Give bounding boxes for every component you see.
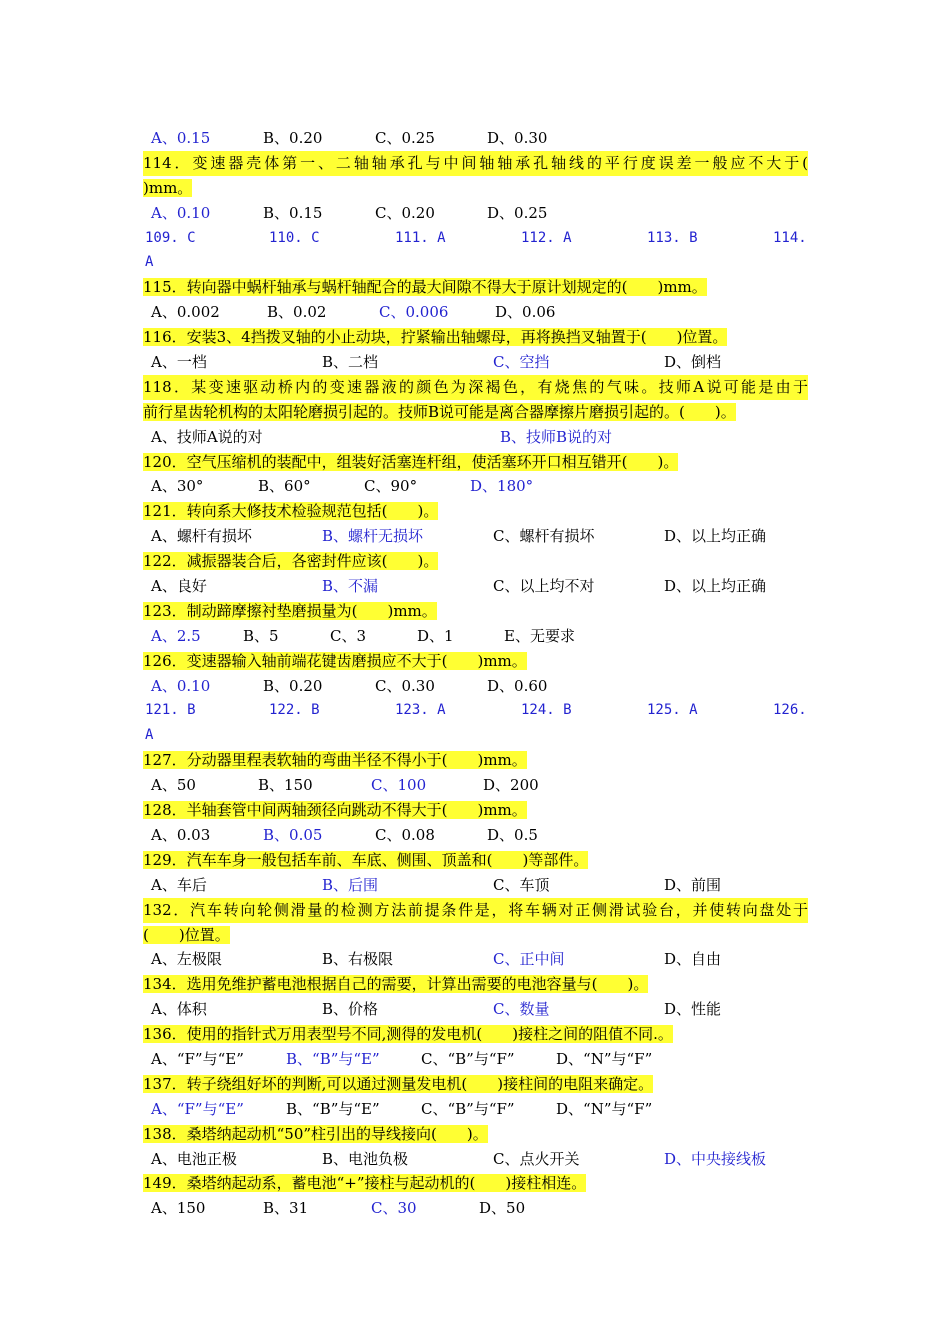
answer-option: B、0.05 <box>263 825 323 844</box>
option-row <box>143 201 808 226</box>
answer-key-cell: A <box>145 727 154 744</box>
option-row <box>143 674 808 699</box>
answer-option: C、0.006 <box>379 303 449 322</box>
question-line <box>143 176 808 201</box>
question-line <box>143 275 808 300</box>
answer-key-cell: 122. B <box>269 702 320 719</box>
option-row <box>143 574 808 599</box>
option: B、0.20 <box>263 676 323 695</box>
question-text: )mm。 <box>143 178 193 197</box>
option: C、0.08 <box>375 825 435 844</box>
option: C、螺杆有损坏 <box>493 527 595 546</box>
option: D、0.30 <box>487 129 548 147</box>
option: C、车顶 <box>493 875 550 894</box>
question-text: 122．减振器装合后，各密封件应该( )。 <box>143 552 439 571</box>
option: D、以上均正确 <box>664 577 767 596</box>
option: C、90° <box>364 477 418 496</box>
option: A、电池正极 <box>151 1149 237 1168</box>
answer-key-cell: 124. B <box>521 702 572 719</box>
option: D、0.06 <box>495 303 556 322</box>
option: D、以上均正确 <box>664 527 767 546</box>
option: C、3 <box>330 626 367 645</box>
option: B、二档 <box>322 353 379 372</box>
question-text: 127．分动器里程表软轴的弯曲半径不得小于( )mm。 <box>143 751 527 770</box>
question-text: 120．空气压缩机的装配中，组装好活塞连杆组，使活塞环开口相互错开( )。 <box>143 452 679 471</box>
option: A、体积 <box>151 1000 207 1019</box>
option-row <box>143 997 808 1022</box>
question-text: ( )位置。 <box>143 925 230 944</box>
answer-option: B、螺杆无损坏 <box>322 527 424 546</box>
option-row <box>143 823 808 848</box>
answer-option: A、“F”与“E” <box>151 1099 244 1118</box>
option: C、0.20 <box>375 203 435 222</box>
option: A、良好 <box>151 577 207 596</box>
question-line <box>143 649 808 674</box>
option: D、50 <box>479 1199 526 1218</box>
question-line <box>143 898 808 923</box>
answer-key-cell: 110. C <box>269 229 320 246</box>
answer-key-cell: 112. A <box>521 229 572 246</box>
answer-key-row <box>143 723 808 748</box>
option: A、左极限 <box>151 950 222 969</box>
option: B、“B”与“E” <box>286 1099 380 1118</box>
option: A、0.002 <box>151 303 220 322</box>
option: B、右极限 <box>322 950 394 969</box>
option: A、30° <box>151 477 204 496</box>
question-line <box>143 748 808 773</box>
question-line <box>143 450 808 475</box>
answer-option: A、0.10 <box>151 676 211 695</box>
option-row <box>143 1097 808 1122</box>
option: B、0.15 <box>263 203 323 222</box>
option: B、电池负极 <box>322 1149 409 1168</box>
question-line <box>143 848 808 873</box>
option: B、0.02 <box>267 303 327 322</box>
question-line <box>143 923 808 948</box>
question-text: 134．选用免维护蓄电池根据自己的需要，计算出需要的电池容量与( )。 <box>143 975 649 994</box>
question-text: 118．某变速驱动桥内的变速器液的颜色为深褐色，有烧焦的气味。技师A说可能是由于 <box>143 375 808 400</box>
question-text: 116．安装3、4挡拨叉轴的小止动块，拧紧输出轴螺母，再将换挡叉轴置于( )位置。 <box>143 328 728 347</box>
option-row <box>143 300 808 325</box>
answer-option: A、2.5 <box>151 626 201 645</box>
option: D、“N”与“F” <box>556 1099 653 1118</box>
option: D、“N”与“F” <box>556 1049 653 1068</box>
answer-key-cell: 109. C <box>145 229 196 246</box>
option-row <box>143 947 808 972</box>
answer-key-cell: 123. A <box>395 702 446 719</box>
question-line <box>143 375 808 400</box>
answer-option: C、数量 <box>493 1000 550 1019</box>
option-row <box>143 1047 808 1072</box>
answer-key-cell: 121. B <box>145 702 196 719</box>
question-text: 121．转向系大修技术检验规范包括( )。 <box>143 502 439 521</box>
answer-key-cell: 114. <box>773 229 807 246</box>
question-line <box>143 151 808 176</box>
option: D、性能 <box>664 1000 722 1019</box>
answer-option: C、100 <box>371 776 427 795</box>
option-row <box>143 350 808 375</box>
answer-key-cell: A <box>145 254 154 271</box>
option: A、技师A说的对 <box>151 427 263 446</box>
option-row <box>143 1147 808 1172</box>
option: C、0.25 <box>375 129 435 147</box>
option: D、自由 <box>664 950 722 969</box>
option: D、0.5 <box>487 825 538 844</box>
option: A、“F”与“E” <box>151 1049 244 1068</box>
question-text: 138．桑塔纳起动机“50”柱引出的导线接向( )。 <box>143 1124 488 1143</box>
answer-option: A、0.15 <box>151 129 211 147</box>
question-text: 149．桑塔纳起动系，蓄电池“+”接柱与起动机的( )接柱相连。 <box>143 1174 587 1193</box>
answer-key-row <box>143 226 808 251</box>
question-line <box>143 1022 808 1047</box>
answer-option: A、0.10 <box>151 203 211 222</box>
question-line <box>143 400 808 425</box>
option: C、“B”与“F” <box>421 1049 515 1068</box>
question-text: 137．转子绕组好坏的判断,可以通过测量发电机( )接柱间的电阻来确定。 <box>143 1074 654 1093</box>
question-line <box>143 1122 808 1147</box>
question-line <box>143 1171 808 1196</box>
option: A、50 <box>151 776 196 795</box>
option: D、前围 <box>664 875 722 894</box>
option-row <box>143 524 808 549</box>
answer-option: C、空挡 <box>493 353 550 372</box>
answer-key-row <box>143 698 808 723</box>
answer-key-row <box>143 250 808 275</box>
option: C、“B”与“F” <box>421 1099 515 1118</box>
question-line <box>143 972 808 997</box>
question-text: 136．使用的指针式万用表型号不同,测得的发电机( )接柱之间的阻值不同.。 <box>143 1025 673 1044</box>
option: A、车后 <box>151 875 207 894</box>
option: A、螺杆有损坏 <box>151 527 252 546</box>
answer-key-cell: 111. A <box>395 229 446 246</box>
option: B、5 <box>243 626 279 645</box>
option: B、150 <box>258 776 313 795</box>
answer-key-cell: 125. A <box>647 702 698 719</box>
option-row <box>143 126 808 151</box>
option-row <box>143 474 808 499</box>
option: D、1 <box>417 626 454 645</box>
option: C、0.30 <box>375 676 435 695</box>
question-line <box>143 325 808 350</box>
option-row <box>143 773 808 798</box>
answer-key-cell: 113. B <box>647 229 698 246</box>
option: A、150 <box>151 1199 206 1218</box>
answer-key-cell: 126. <box>773 702 807 719</box>
question-text: 128．半轴套管中间两轴颈径向跳动不得大于( )mm。 <box>143 801 527 820</box>
answer-option: D、180° <box>470 477 534 496</box>
option: D、0.25 <box>487 203 548 222</box>
option: C、点火开关 <box>493 1149 580 1168</box>
option-row <box>143 1196 808 1221</box>
option: E、无要求 <box>504 626 575 645</box>
option: B、0.20 <box>263 129 323 147</box>
option: D、200 <box>483 776 539 795</box>
option-row <box>143 873 808 898</box>
option: D、倒档 <box>664 353 722 372</box>
option: D、0.60 <box>487 676 548 695</box>
question-text: 132．汽车转向轮侧滑量的检测方法前提条件是，将车辆对正侧滑试验台，并使转向盘处于 <box>143 898 808 923</box>
answer-option: B、后围 <box>322 875 379 894</box>
option: A、一档 <box>151 353 207 372</box>
question-line <box>143 499 808 524</box>
question-line <box>143 599 808 624</box>
option: B、31 <box>263 1199 309 1218</box>
answer-option: D、中央接线板 <box>664 1149 767 1168</box>
question-text: 129．汽车车身一般包括车前、车底、侧围、顶盖和( )等部件。 <box>143 850 589 869</box>
question-line <box>143 798 808 823</box>
question-text: 123．制动蹄摩擦衬垫磨损量为( )mm。 <box>143 601 437 620</box>
option: C、以上均不对 <box>493 577 595 596</box>
question-text: 前行星齿轮机构的太阳轮磨损引起的。技师B说可能是离合器摩擦片磨损引起的。( )。 <box>143 402 736 421</box>
option-row <box>143 425 808 450</box>
option-row <box>143 624 808 649</box>
answer-option: B、“B”与“E” <box>286 1049 380 1068</box>
option: B、价格 <box>322 1000 379 1019</box>
answer-option: C、30 <box>371 1199 417 1218</box>
question-line <box>143 549 808 574</box>
option: A、0.03 <box>151 825 211 844</box>
answer-option: C、正中间 <box>493 950 565 969</box>
answer-option: B、不漏 <box>322 577 379 596</box>
answer-option: B、技师B说的对 <box>500 427 613 446</box>
question-text: 115．转向器中蜗杆轴承与蜗杆轴配合的最大间隙不得大于原计划规定的( )mm。 <box>143 278 707 297</box>
option: B、60° <box>258 477 311 496</box>
document-page <box>143 126 808 1221</box>
question-text: 126．变速器输入轴前端花键齿磨损应不大于( )mm。 <box>143 651 527 670</box>
question-text: 114．变速器壳体第一、二轴轴承孔与中间轴轴承孔轴线的平行度误差一般应不大于( <box>143 151 808 176</box>
question-line <box>143 1072 808 1097</box>
